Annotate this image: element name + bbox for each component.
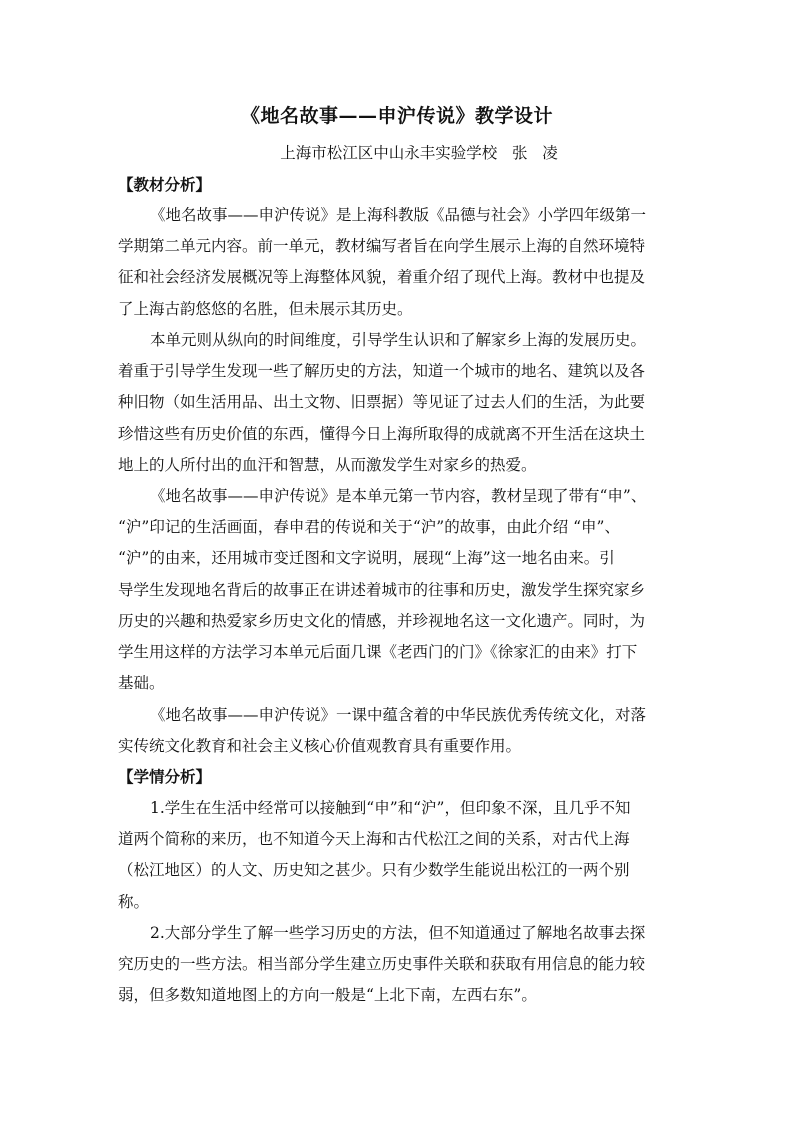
text-line: 征和社会经济发展概况等上海整体风貌，着重介绍了现代上海。教材中也提及 (118, 268, 646, 287)
text-line: 弱，但多数知道地图上的方向一般是“上北下南，左西右东”。 (118, 986, 537, 1005)
paragraph-textbook-2 (118, 325, 671, 481)
text-line: 学期第二单元内容。前一单元，教材编写者旨在向学生展示上海的自然环境特 (118, 237, 646, 256)
section-heading-student-analysis: 【学情分析】 (118, 767, 212, 786)
text-line: “沪”印记的生活画面，春申君的传说和关于“沪”的故事，由此介绍 “申”、 (118, 518, 620, 537)
author-line: 上海市松江区中山永丰实验学校 张 凌 (280, 144, 558, 162)
text-line: 地上的人所付出的血汗和智慧，从而激发学生对家乡的热爱。 (118, 455, 537, 474)
paragraph-textbook-3 (118, 481, 671, 699)
text-line: 珍惜这些有历史价值的东西，懂得今日上海所取得的成就离不开生活在这块土 (118, 424, 646, 443)
text-line: 《地名故事——申沪传说》是本单元第一节内容，教材呈现了带有“申”、 (150, 487, 647, 505)
text-line: 着重于引导学生发现一些了解历史的方法，知道一个城市的地名、建筑以及各 (118, 362, 646, 381)
text-line: 究历史的一些方法。相当部分学生建立历史事件关联和获取有用信息的能力较 (118, 955, 646, 974)
text-line: 实传统文化教育和社会主义核心价值观教育具有重要作用。 (118, 737, 522, 756)
text-line: 了上海古韵悠悠的名胜，但未展示其历史。 (118, 299, 413, 318)
text-line: 本单元则从纵向的时间维度，引导学生认识和了解家乡上海的发展历史。 (150, 331, 647, 349)
text-line: 导学生发现地名背后的故事正在讲述着城市的往事和历史，激发学生探究家乡 (118, 580, 646, 599)
text-line: 《地名故事——申沪传说》是上海科教版《品德与社会》小学四年级第一 (150, 206, 647, 224)
paragraph-textbook-4 (118, 700, 671, 762)
text-line: 种旧物（如生活用品、出土文物、旧票据）等见证了过去人们的生活，为此要 (118, 393, 646, 412)
text-line: 历史的兴趣和热爱家乡历史文化的情感，并珍视地名这一文化遗产。同时，为 (118, 611, 646, 630)
text-line: 《地名故事——申沪传说》一课中蕴含着的中华民族优秀传统文化，对落 (150, 706, 647, 724)
paragraph-textbook-1 (118, 200, 671, 325)
section-heading-textbook-analysis: 【教材分析】 (118, 175, 212, 194)
text-line: 2.大部分学生了解一些学习历史的方法，但不知道通过了解地名故事去探 (150, 924, 646, 942)
text-line: 称。 (118, 892, 150, 911)
paragraph-student-1 (118, 793, 671, 918)
text-line: 基础。 (118, 674, 165, 693)
document-title: 《地名故事——申沪传说》教学设计 (240, 105, 553, 127)
text-line: （松江地区）的人文、历史知之甚少。只有少数学生能说出松江的一两个别 (118, 861, 630, 880)
text-line: 道两个简称的来历，也不知道今天上海和古代松江之间的关系，对古代上海 (118, 830, 630, 849)
text-line: 学生用这样的方法学习本单元后面几课《老西门的门》《徐家汇的由来》打下 (118, 643, 638, 662)
text-line: “沪”的由来，还用城市变迁图和文字说明，展现“上海”这一地名由来。引 (118, 549, 615, 568)
paragraph-student-2 (118, 918, 671, 1012)
text-line: 1.学生在生活中经常可以接触到“申”和“沪”，但印象不深，且几乎不知 (150, 799, 631, 817)
